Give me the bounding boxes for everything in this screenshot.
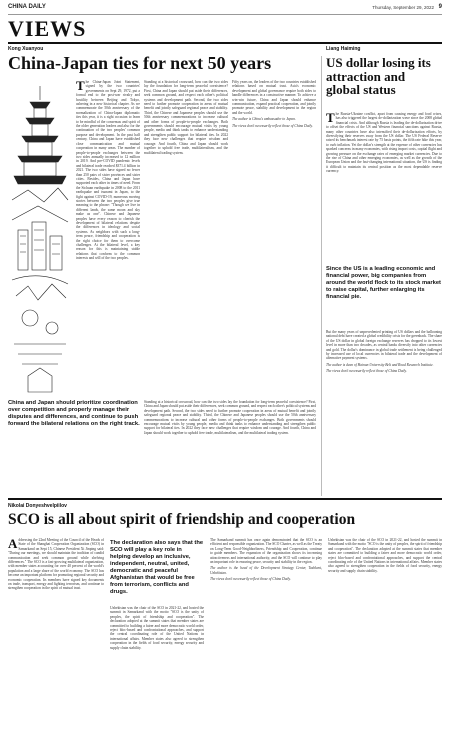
top-rule	[8, 14, 442, 15]
bottom-body-text-4: Uzbekistan was the chair of the SCO in 2021-22, and hosted the summit in Samarkand with the motto "SCO is the unity of peoples, the spirit of friendship and cooperation". The declaration adopted at the summit states that member states are committed to building a fairer and more democratic world order, reject bloc-based and confrontational approaches, and support the central coordinating role of the United Nations in international affairs. Member states also agreed to strengthen cooperation in the fields of food security, energy security and supply chain stability.	[328, 538, 442, 573]
main-headline: China-Japan ties for next 50 years	[8, 53, 272, 73]
middle-rule	[8, 498, 442, 500]
masthead	[8, 4, 442, 14]
side-dropcap: T	[326, 112, 335, 125]
bottom-body-text: ddressing the 22nd Meeting of the Council of the Heads of State of the Shanghai Cooperation Organization (SCO) in Samarkand on Sept 15, Chinese President Xi Jinping said: "During our meetings, we should maintain the tradition of candid communication and seek common ground while shelving differences." The SCO is a fast-growing multilateral organization, with member states accounting for over 40 percent of the world's population and a large share of the world economy. The SCO has become an important platform for promoting regional security and economic cooperation. Its members have signed key documents on trade, transport, energy and fighting terrorism, and continue to strengthen cooperation in the spirit of mutual trust.	[8, 538, 104, 591]
main-dropcap: T	[76, 80, 85, 93]
main-body-bottom	[144, 400, 316, 494]
main-body-text: he China-Japan Joint Statement, signed by the two countries' governments on Sept 29, 1972, put a formal end to the post-war rivalry and hostility between Beijing and Tokyo, ushering in a new historical chapter. As we commemorate the 50th anniversary of the normalization of China-Japan diplomatic ties this year, it is a right occasion to learn to be mindful of the consensus and spirit of the older generation leaders and also for the continuation of the two peoples' common purpose and development. In the past half century, China and Japan have established close communication and mutual cooperation in many areas. The number of people-to-people exchanges between the two sides annually increased to 12 million in 2019. And pre-COVID pandemic levels and bilateral trade reached $371.4 billion in 2021. The two sides have signed no fewer than 250 pairs of sister provinces and sister cities. Besides, China and Japan have supported each other in times of need. From the Sichuan earthquake in 2008 to the 2011 earthquake and tsunami in Japan, to the fight against COVID-19, numerous moving stories between the two peoples give true meaning to the phrase: "Though we live in different lands, the same moon and sky make us one". Chinese and Japanese peoples have every reason to cherish the development of bilateral relations despite the differences in ideology and social systems. As neighbors with such a long-term peace, friendship and cooperation is the right choice for them to overcome challenges. At the bilateral level, a key reason for this is maintaining stable relations that conform to the common interests and will of the two peoples.	[76, 80, 140, 261]
bottom-body-col1	[8, 538, 104, 742]
main-byline: Kong Xuanyou	[8, 46, 44, 52]
page-number: 9	[438, 4, 442, 10]
bottom-disclaimer: The views don't necessarily reflect those of China Daily.	[210, 577, 291, 582]
section-title: VIEWS	[8, 16, 87, 41]
main-body-text-2: Standing at a historical crossroad, how can the two sides lay the foundation for long-term peaceful coexistence? First, China and Japan should put aside their differences, seek common ground, and respect each other's political systems and development path. Second, the two sides need to further promote cooperation in areas of mutual benefit and jointly safeguard regional peace and stability. Third, the Chinese and Japanese peoples should use the 50th anniversary commemorations to increase cultural and other forms of people-to-people exchanges. Both governments should encourage mutual visits by young people, media and think tanks to enhance understanding and strengthen public support for bilateral ties. In 2022 they face new challenges that require wisdom and courage. And fourth, China and Japan should work together to uphold free trade, multilateralism, and the multilateral trading system.	[144, 80, 228, 155]
bottom-body-col2	[110, 606, 204, 742]
side-headline: US dollar losing its attraction and global status	[326, 55, 431, 98]
bottom-body-text-3: The Samarkand summit has once again demonstrated that the SCO is an efficient and responsible organization. The SCO Charter, as well as the Treaty on Long-Term Good-Neighborliness, Friendship and Cooperation, continue to guide members. The expansion of the organization shows its increasing attractiveness and international authority, and the SCO will continue to play an important role in ensuring peace, security and stability in the region.	[210, 538, 322, 565]
main-pullquote: China and Japan should prioritize coordination over competition and properly manage their disputes and differences, and continue to push forward the bilateral relations on the right track.	[8, 400, 140, 427]
main-body-col1	[76, 80, 140, 396]
main-body-col2	[144, 80, 228, 396]
bottom-body-text-2: Uzbekistan was the chair of the SCO in 2021-22, and hosted the summit in Samarkand with the motto "SCO is the unity of peoples, the spirit of friendship and cooperation". The declaration adopted at the summit states that member states are committed to building a fairer and more democratic world order, reject bloc-based and confrontational approaches, and support the central coordinating role of the United Nations in international affairs. Member states also agreed to strengthen cooperation in the fields of food security, energy security and supply chain stability.	[110, 606, 204, 650]
main-author-note: The author is China's ambassador to Japan.	[232, 117, 296, 122]
main-body-col3	[232, 80, 316, 368]
side-author-note: The author is dean of Hainan University Belt and Road Research Institute.	[326, 362, 434, 367]
bottom-headline: SCO is all about spirit of friendship and cooperation	[8, 511, 356, 528]
main-illustration	[8, 80, 72, 398]
bottom-pullquote: The declaration also says that the SCO will play a key role in helping develop an inclusive, independent, neutral, united, democratic and peaceful Afghanistan that would be free from terrorism, conflicts and drugs.	[110, 540, 204, 595]
main-body-text-3: Fifty years on, the leaders of the two countries established relations based on mutual trust. Asia's economic development and global governance require both sides to handle differences in a constructive manner. To achieve a win-win future, China and Japan should enhance communication, expand practical cooperation, and jointly promote peace, stability and development in the region and the world.	[232, 80, 316, 115]
issue-date: Thursday, September 29, 2022	[372, 5, 434, 10]
main-disclaimer: The views don't necessarily reflect those of China Daily.	[232, 123, 313, 128]
column-divider	[321, 56, 322, 496]
side-body-col2	[326, 330, 442, 494]
side-byline: Liang Haiming	[326, 46, 361, 52]
bottom-body-col3	[210, 538, 322, 742]
side-body-col	[326, 112, 442, 262]
section-rule	[8, 42, 442, 44]
main-body-text-bottom: Standing at a historical crossroad, how can the two sides lay the foundation for long-term peaceful coexistence? First, China and Japan should put aside their differences, seek common ground, and respect each other's political systems and development path. Second, the two sides need to further promote cooperation in areas of mutual benefit and jointly safeguard regional peace and stability. Third, the Chinese and Japanese peoples should use the 50th anniversary commemorations to increase cultural and other forms of people-to-people exchanges. Both governments should encourage mutual visits by young people, media and think tanks to enhance understanding and strengthen public support for bilateral ties. In 2022 they face new challenges that require wisdom and courage. And fourth, China and Japan should work together to uphold free trade, multilateralism, and the multilateral trading system.	[144, 400, 316, 435]
pagoda-illustration	[8, 80, 72, 398]
newspaper-logo: CHINA DAILY	[8, 4, 46, 10]
bottom-dropcap: A	[8, 538, 18, 551]
bottom-author-note: The author is the head of the Development Strategy Center, Tashkent, Uzbekistan.	[210, 566, 322, 575]
side-body-text-2: But the many years of unprecedented printing of US dollars and the ballooning national debt have created a global credibility crisis for the greenback. The share of the US dollar in global foreign exchange reserves has dropped to its lowest level in more than two decades, as central banks diversify into other currencies and gold. The dollar's dominance in global trade settlement is being challenged by increased use of local currencies in bilateral trade and the development of alternative payment systems.	[326, 330, 442, 361]
side-disclaimer: The views don't necessarily reflect those of China Daily.	[326, 369, 407, 374]
side-body-text: he Russia-Ukraine conflict, apart from causing energy and food crises, has also triggered the largest de-dollarization wave since the 2008 global financial crisis. And although Russia is leading the de-dollarization drive to offset the effects of the US and Western financial sanctions against Russia, many other countries have also intensified their de-dollarization efforts, by diversifying their reserves away from the US dollar. The US Federal Reserve raised its benchmark interest rate by 75 basis points, the fifth rate hike this year, to curb inflation. Yet the dollar's strength at the expense of other currencies has sparked concerns in many economies, with rising import costs, capital flight and growing pressure on the exchange rates of emerging market currencies. Due to the rise of China and other emerging economies, as well as the growth of the European Union and the fast-changing international situation, the US is finding it difficult to maintain its central position as the most dependable reserve currency.	[326, 112, 442, 174]
bottom-body-col4	[328, 538, 442, 742]
side-pullquote: Since the US is a leading economic and financial power, big companies from around the world flock to its stock market to raise capital, further enlarging its financial pie.	[326, 266, 441, 300]
bottom-byline: Nikolai Donyeshvelpiilov	[8, 503, 67, 509]
